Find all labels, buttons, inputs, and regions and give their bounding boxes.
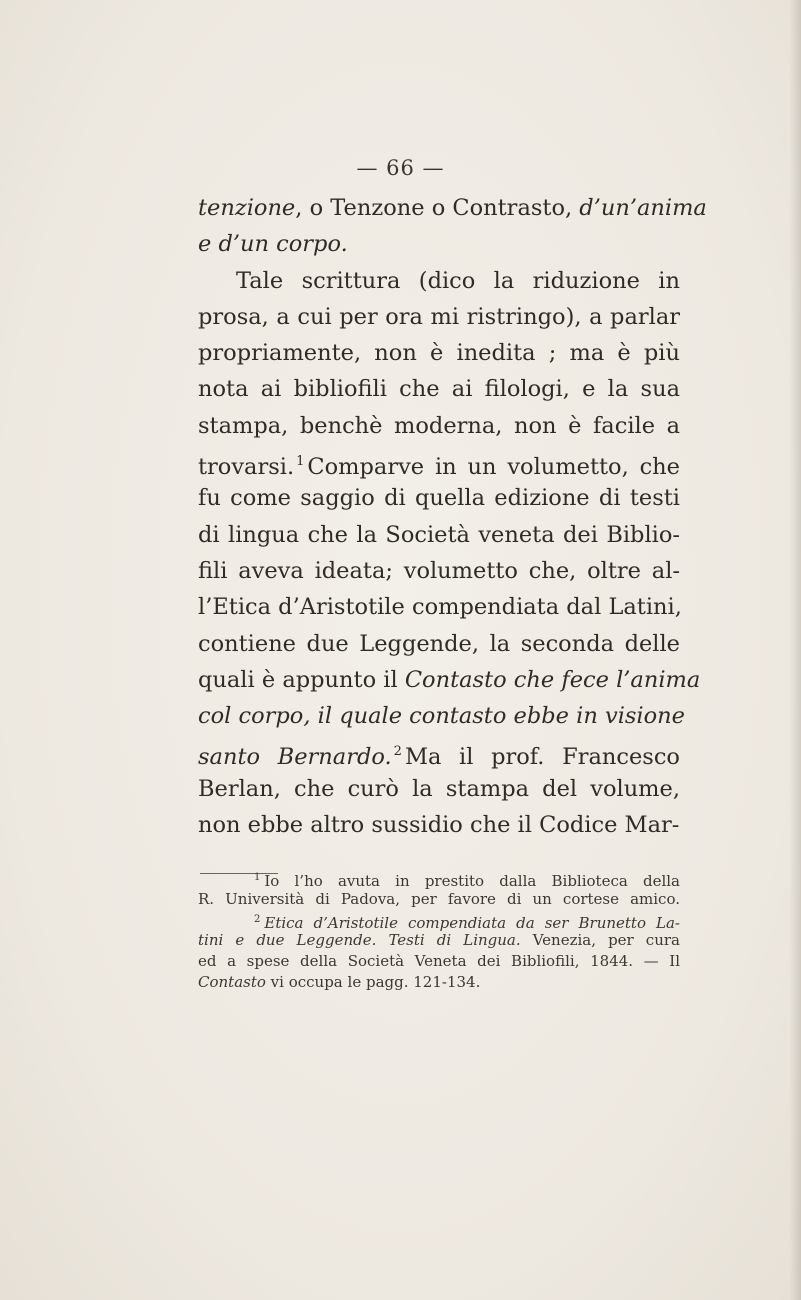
footnote-marker: 2 <box>393 744 402 760</box>
text-segment: Ma il prof. Francesco <box>404 744 680 771</box>
text-segment: col corpo, il quale contasto ebbe in visione <box>198 703 685 730</box>
text-segment: Contasto <box>198 972 266 991</box>
text-segment: nota ai bibliofili che ai filologi, e la sua <box>198 376 680 403</box>
text-segment: vi occupa le pagg. 121-134. <box>265 972 481 991</box>
text-segment: quali è appunto il <box>198 666 405 693</box>
text-segment: , o Tenzone o Contrasto, <box>295 195 580 221</box>
text-segment: e d’un corpo. <box>198 231 348 258</box>
text-segment: tenzione <box>198 195 296 221</box>
text-segment: Io l’ho avuta in prestito dalla Biblioteca della <box>264 872 680 890</box>
text-segment: santo Bernardo. <box>198 744 392 771</box>
text-line <box>198 226 680 262</box>
footnote-marker: 2 <box>254 913 261 925</box>
text-segment: fu come saggio di quella edizione di testi <box>198 485 680 512</box>
text-line <box>198 662 701 698</box>
text-line <box>198 408 680 444</box>
text-line <box>198 444 680 480</box>
text-segment: Contasto che fece l’anima <box>404 666 701 693</box>
footnote-line <box>198 930 680 951</box>
text-line <box>198 589 680 625</box>
text-segment: propriamente, non è inedita ; ma è più <box>198 340 680 367</box>
page-edge-shadow <box>789 0 801 1300</box>
footnote-marker: 1 <box>296 454 305 470</box>
footnote-line <box>198 889 680 910</box>
text-segment: Venezia, per cura <box>520 931 680 950</box>
text-line <box>198 734 680 770</box>
text-line <box>198 626 680 662</box>
text-line <box>198 299 680 335</box>
text-segment: Tale scrittura (dico la riduzione in <box>236 267 680 294</box>
body-text <box>198 190 707 843</box>
text-line <box>198 771 680 807</box>
text-segment: ed a spese della Società Veneta dei Bibliofili, 1844. — Il <box>198 952 680 971</box>
text-line <box>198 263 680 299</box>
footnote-line <box>198 951 680 972</box>
text-line <box>198 553 680 589</box>
text-segment: Etica d’Aristotile compendiata da ser Brunetto La- <box>264 913 680 932</box>
text-segment: stampa, benchè moderna, non è facile a <box>198 412 680 439</box>
text-segment: R. Università di Padova, per favore di un cortese amico. <box>198 889 680 908</box>
text-segment: tini e due Leggende. Testi di Lingua. <box>198 931 521 950</box>
text-line <box>198 480 680 516</box>
text-line <box>198 698 685 734</box>
footnote-line <box>198 868 680 889</box>
text-segment: non ebbe altro sussidio che il Codice Mar- <box>198 812 680 839</box>
text-segment: d’un’anima <box>579 195 707 221</box>
text-line <box>198 335 680 371</box>
text-segment: fili aveva ideata; volumetto che, oltre al- <box>198 557 680 584</box>
footnotes <box>198 868 680 993</box>
text-segment: di lingua che la Società veneta dei Biblio- <box>198 521 680 548</box>
text-segment: Comparve in un volumetto, che <box>307 454 680 481</box>
text-segment: trovarsi. <box>198 454 295 481</box>
text-segment: contiene due Leggende, la seconda delle <box>198 630 680 657</box>
text-line <box>198 190 707 226</box>
text-segment: Berlan, che curò la stampa del volume, <box>198 775 680 802</box>
footnote-marker: 1 <box>254 872 261 883</box>
footnote-line <box>198 910 680 931</box>
page-number: — 66 — <box>356 156 445 180</box>
text-segment: l’Etica d’Aristotile compendiata dal Latini, <box>198 594 682 621</box>
text-segment: prosa, a cui per ora mi ristringo), a parlar <box>198 303 680 330</box>
text-line <box>198 807 680 843</box>
footnote-line <box>198 972 680 993</box>
text-line <box>198 371 680 407</box>
text-line <box>198 517 680 553</box>
